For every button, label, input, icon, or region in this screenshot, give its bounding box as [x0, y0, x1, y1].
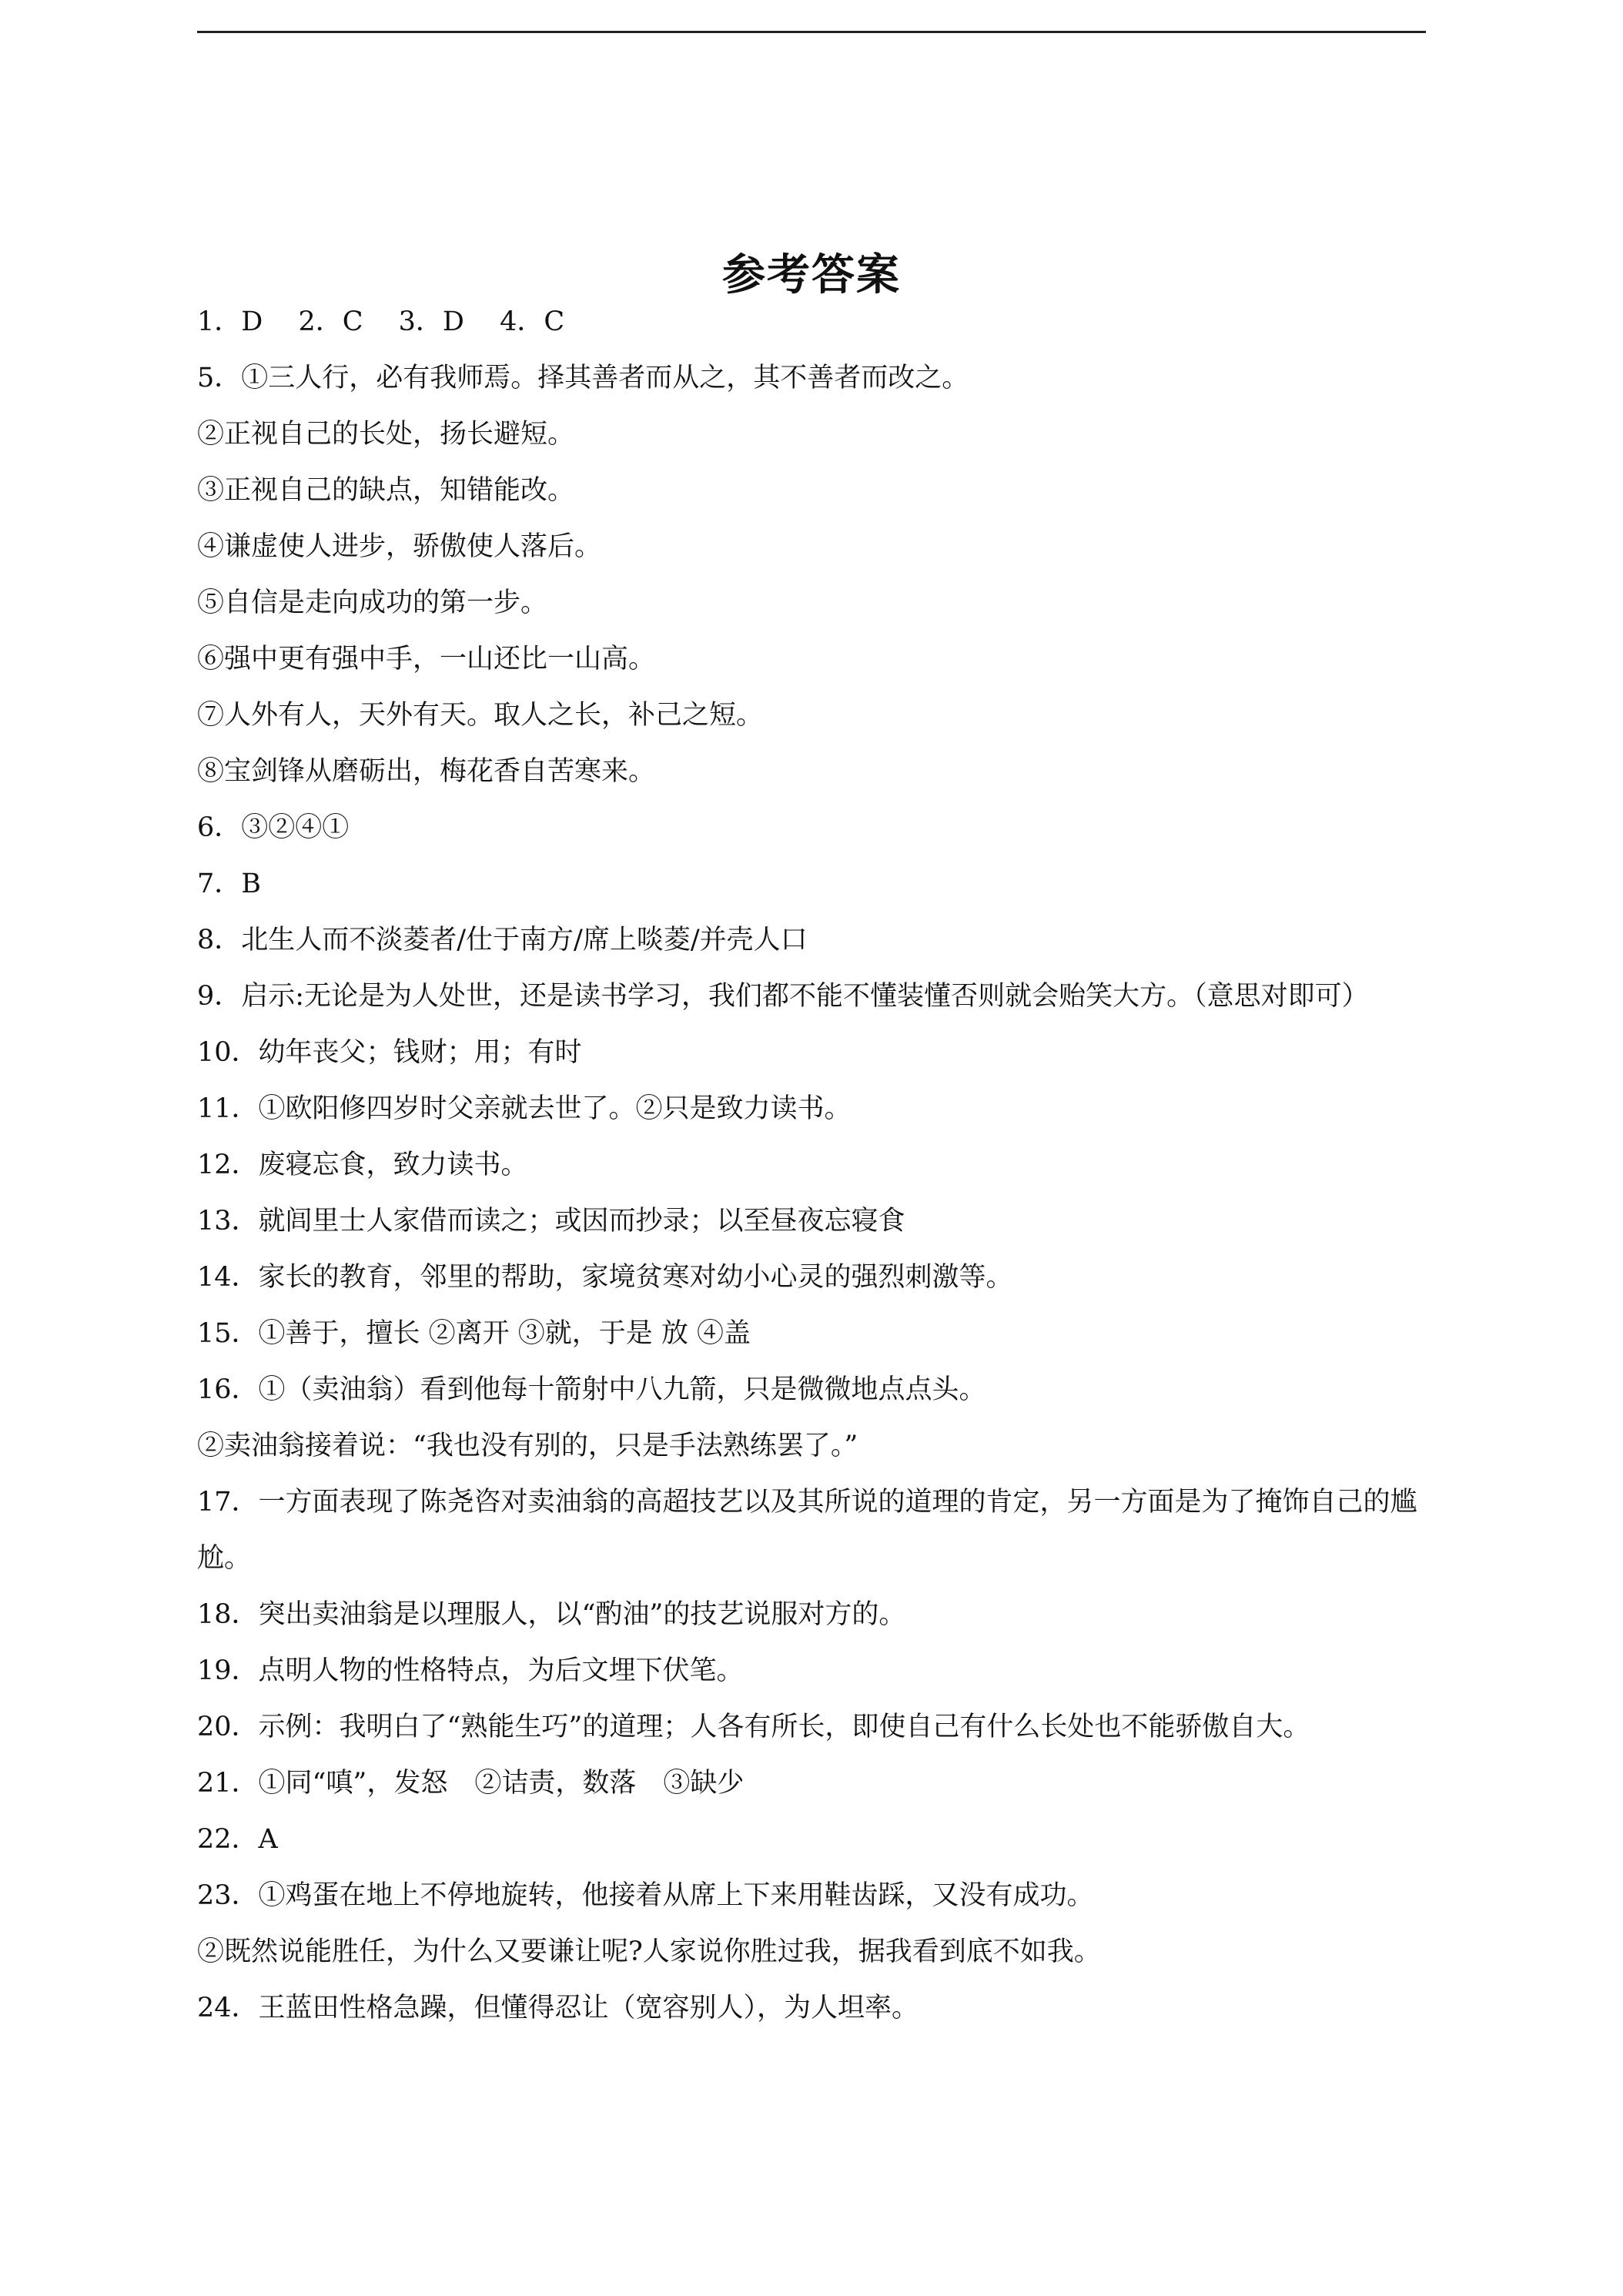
answer-line: 22．A: [197, 1824, 278, 1855]
answer-line: ②正视自己的长处，扬长避短。: [197, 419, 575, 450]
answer-line: 14．家长的教育，邻里的帮助，家境贫寒对幼小心灵的强烈刺激等。: [197, 1262, 1013, 1293]
answer-line: 17．一方面表现了陈尧咨对卖油翁的高超技艺以及其所说的道理的肯定，另一方面是为了掩饰自己的尴尬。: [197, 1487, 1417, 1574]
answer-line: 7．B: [197, 869, 261, 899]
answer-line: 9．启示:无论是为人处世，还是读书学习，我们都不能不懂装懂否则就会贻笑大方。（意思对即可）: [197, 981, 1369, 1012]
answer-line: 11．①欧阳修四岁时父亲就去世了。②只是致力读书。: [197, 1093, 852, 1124]
answer-line: ⑧宝剑锋从磨砺出，梅花香自苦寒来。: [197, 756, 656, 787]
answer-line: 12．废寝忘食，致力读书。: [197, 1150, 528, 1180]
answer-line: 16．①（卖油翁）看到他每十箭射中八九箭，只是微微地点点头。: [197, 1374, 986, 1405]
answer-list: [197, 294, 1437, 2037]
answer-line: ⑦人外有人，天外有天。取人之长，补己之短。: [197, 700, 764, 731]
answer-line: ②既然说能胜任，为什么又要谦让呢?人家说你胜过我，据我看到底不如我。: [197, 1936, 1101, 1967]
answer-line: ⑤自信是走向成功的第一步。: [197, 587, 548, 618]
answer-line: 15．①善于，擅长 ②离开 ③就，于是 放 ④盖: [197, 1318, 751, 1349]
answer-line: 23．①鸡蛋在地上不停地旋转，他接着从席上下来用鞋齿踩，又没有成功。: [197, 1880, 1094, 1911]
answer-line: 13．就闾里士人家借而读之；或因而抄录；以至昼夜忘寝食: [197, 1206, 905, 1237]
answer-line: 18．突出卖油翁是以理服人，以“酌油”的技艺说服对方的。: [197, 1599, 906, 1630]
answer-line: ⑥强中更有强中手，一山还比一山高。: [197, 644, 656, 674]
answer-line: 19．点明人物的性格特点，为后文埋下伏笔。: [197, 1655, 744, 1686]
answer-line: 1．D 2．C 3．D 4．C: [197, 306, 565, 337]
answer-line: 6．③②④①: [197, 812, 350, 843]
answer-line: 10．幼年丧父；钱财；用；有时: [197, 1037, 582, 1068]
answer-line: ②卖油翁接着说：“我也没有别的，只是手法熟练罢了。”: [197, 1431, 858, 1461]
page-title: 参考答案: [722, 250, 901, 300]
answer-line: 21．①同“嗔”，发怒 ②诘责，数落 ③缺少: [197, 1768, 745, 1799]
answer-line: 20．示例：我明白了“熟能生巧”的道理；人各有所长，即使自己有什么长处也不能骄傲自大。: [197, 1712, 1310, 1742]
header-rule: [197, 31, 1426, 33]
answer-line: ③正视自己的缺点，知错能改。: [197, 475, 575, 506]
answer-line: 8．北生人而不淡菱者/仕于南方/席上啖菱/并壳人口: [197, 925, 808, 956]
answer-line: 24．王蓝田性格急躁，但懂得忍让（宽容别人），为人坦率。: [197, 1993, 919, 2023]
answer-line: ④谦虚使人进步，骄傲使人落后。: [197, 531, 602, 562]
answer-line: 5．①三人行，必有我师焉。择其善者而从之，其不善者而改之。: [197, 363, 969, 393]
